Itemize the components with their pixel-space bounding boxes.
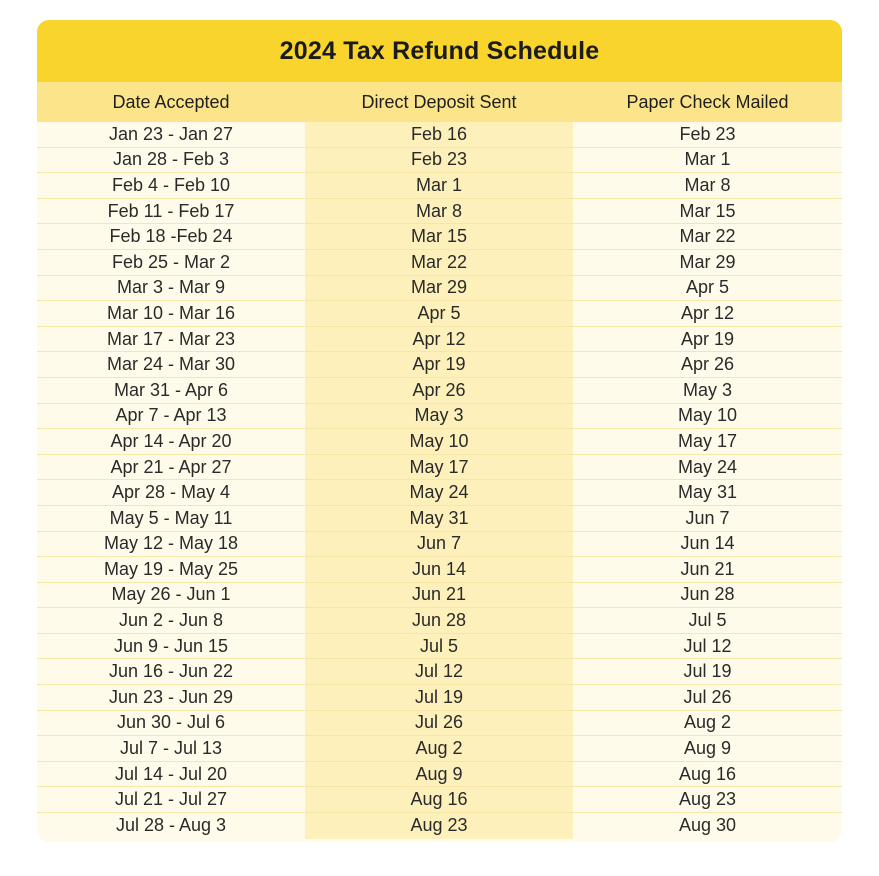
table-row [37,557,842,583]
table-row [37,327,842,353]
table-row [37,480,842,506]
table-row [37,122,842,148]
date-accepted-cell: Jul 14 - Jul 20 [37,762,305,787]
paper-check-cell: Jul 5 [573,608,842,633]
paper-check-cell: Aug 16 [573,762,842,787]
direct-deposit-cell: May 24 [305,480,573,505]
date-accepted-cell: Feb 18 -Feb 24 [37,224,305,249]
table-row [37,711,842,737]
date-accepted-cell: Mar 17 - Mar 23 [37,327,305,352]
date-accepted-cell: Mar 3 - Mar 9 [37,276,305,301]
paper-check-cell: May 24 [573,455,842,480]
paper-check-cell: Apr 12 [573,301,842,326]
table-row [37,685,842,711]
date-accepted-cell: Jul 7 - Jul 13 [37,736,305,761]
date-accepted-cell: Mar 31 - Apr 6 [37,378,305,403]
direct-deposit-cell: Jul 26 [305,711,573,736]
direct-deposit-cell: Jul 5 [305,634,573,659]
date-accepted-cell: Jun 16 - Jun 22 [37,659,305,684]
paper-check-cell: Apr 19 [573,327,842,352]
title-bar [37,20,842,82]
direct-deposit-cell: May 10 [305,429,573,454]
direct-deposit-cell: Apr 12 [305,327,573,352]
date-accepted-cell: May 12 - May 18 [37,532,305,557]
paper-check-cell: Mar 1 [573,148,842,173]
direct-deposit-cell: Feb 16 [305,122,573,147]
paper-check-cell: Jul 19 [573,659,842,684]
date-accepted-cell: Feb 25 - Mar 2 [37,250,305,275]
direct-deposit-cell: Mar 22 [305,250,573,275]
table-row [37,378,842,404]
header-date-accepted: Date Accepted [112,91,230,112]
date-accepted-cell: May 26 - Jun 1 [37,583,305,608]
paper-check-cell: Mar 8 [573,173,842,198]
date-accepted-cell: Jun 30 - Jul 6 [37,711,305,736]
date-accepted-cell: May 19 - May 25 [37,557,305,582]
paper-check-cell: Feb 23 [573,122,842,147]
table-row [37,276,842,302]
header-direct-deposit-sent: Direct Deposit Sent [361,91,517,112]
table-body [37,122,842,839]
direct-deposit-cell: Mar 1 [305,173,573,198]
direct-deposit-cell: Aug 9 [305,762,573,787]
direct-deposit-cell: Apr 26 [305,378,573,403]
date-accepted-cell: Jan 28 - Feb 3 [37,148,305,173]
date-accepted-cell: Mar 10 - Mar 16 [37,301,305,326]
paper-check-cell: Jun 21 [573,557,842,582]
direct-deposit-cell: May 3 [305,404,573,429]
paper-check-cell: May 3 [573,378,842,403]
paper-check-cell: Jun 7 [573,506,842,531]
date-accepted-cell: May 5 - May 11 [37,506,305,531]
date-accepted-cell: Feb 4 - Feb 10 [37,173,305,198]
direct-deposit-cell: Aug 23 [305,813,573,839]
date-accepted-cell: Jul 28 - Aug 3 [37,813,305,839]
date-accepted-cell: Jun 9 - Jun 15 [37,634,305,659]
table-row [37,608,842,634]
table-row [37,736,842,762]
table-row [37,634,842,660]
direct-deposit-cell: Apr 19 [305,352,573,377]
date-accepted-cell: Jan 23 - Jan 27 [37,122,305,147]
paper-check-cell: May 10 [573,404,842,429]
date-accepted-cell: Apr 7 - Apr 13 [37,404,305,429]
direct-deposit-cell: Jun 14 [305,557,573,582]
paper-check-cell: Jul 26 [573,685,842,710]
date-accepted-cell: Jun 2 - Jun 8 [37,608,305,633]
paper-check-cell: Apr 5 [573,276,842,301]
paper-check-cell: Mar 29 [573,250,842,275]
direct-deposit-cell: Jun 21 [305,583,573,608]
paper-check-cell: Jul 12 [573,634,842,659]
table-row [37,173,842,199]
direct-deposit-cell: Mar 29 [305,276,573,301]
date-accepted-cell: Feb 11 - Feb 17 [37,199,305,224]
paper-check-cell: Jun 28 [573,583,842,608]
table-row [37,352,842,378]
table-row [37,429,842,455]
table-row [37,199,842,225]
paper-check-cell: Mar 15 [573,199,842,224]
table-row [37,583,842,609]
table-row [37,250,842,276]
date-accepted-cell: Apr 14 - Apr 20 [37,429,305,454]
date-accepted-cell: Mar 24 - Mar 30 [37,352,305,377]
direct-deposit-cell: Mar 8 [305,199,573,224]
paper-check-cell: Mar 22 [573,224,842,249]
paper-check-cell: May 17 [573,429,842,454]
refund-schedule-table [37,20,842,842]
paper-check-cell: Aug 9 [573,736,842,761]
date-accepted-cell: Jul 21 - Jul 27 [37,787,305,812]
direct-deposit-cell: Feb 23 [305,148,573,173]
table-row [37,301,842,327]
paper-check-cell: Aug 23 [573,787,842,812]
table-row [37,762,842,788]
direct-deposit-cell: Jul 12 [305,659,573,684]
date-accepted-cell: Apr 28 - May 4 [37,480,305,505]
paper-check-cell: May 31 [573,480,842,505]
direct-deposit-cell: Jul 19 [305,685,573,710]
paper-check-cell: Aug 2 [573,711,842,736]
table-row [37,659,842,685]
direct-deposit-cell: Aug 16 [305,787,573,812]
paper-check-cell: Aug 30 [573,813,842,839]
direct-deposit-cell: Jun 28 [305,608,573,633]
table-row [37,813,842,839]
table-row [37,532,842,558]
table-row [37,224,842,250]
table-row [37,506,842,532]
direct-deposit-cell: Mar 15 [305,224,573,249]
direct-deposit-cell: Apr 5 [305,301,573,326]
direct-deposit-cell: May 31 [305,506,573,531]
table-row [37,455,842,481]
paper-check-cell: Apr 26 [573,352,842,377]
direct-deposit-cell: May 17 [305,455,573,480]
direct-deposit-cell: Aug 2 [305,736,573,761]
direct-deposit-cell: Jun 7 [305,532,573,557]
header-paper-check-mailed: Paper Check Mailed [626,91,789,112]
table-row [37,404,842,430]
table-row [37,148,842,174]
date-accepted-cell: Apr 21 - Apr 27 [37,455,305,480]
date-accepted-cell: Jun 23 - Jun 29 [37,685,305,710]
table-title: 2024 Tax Refund Schedule [279,36,600,65]
paper-check-cell: Jun 14 [573,532,842,557]
header-row [37,82,842,122]
table-row [37,787,842,813]
